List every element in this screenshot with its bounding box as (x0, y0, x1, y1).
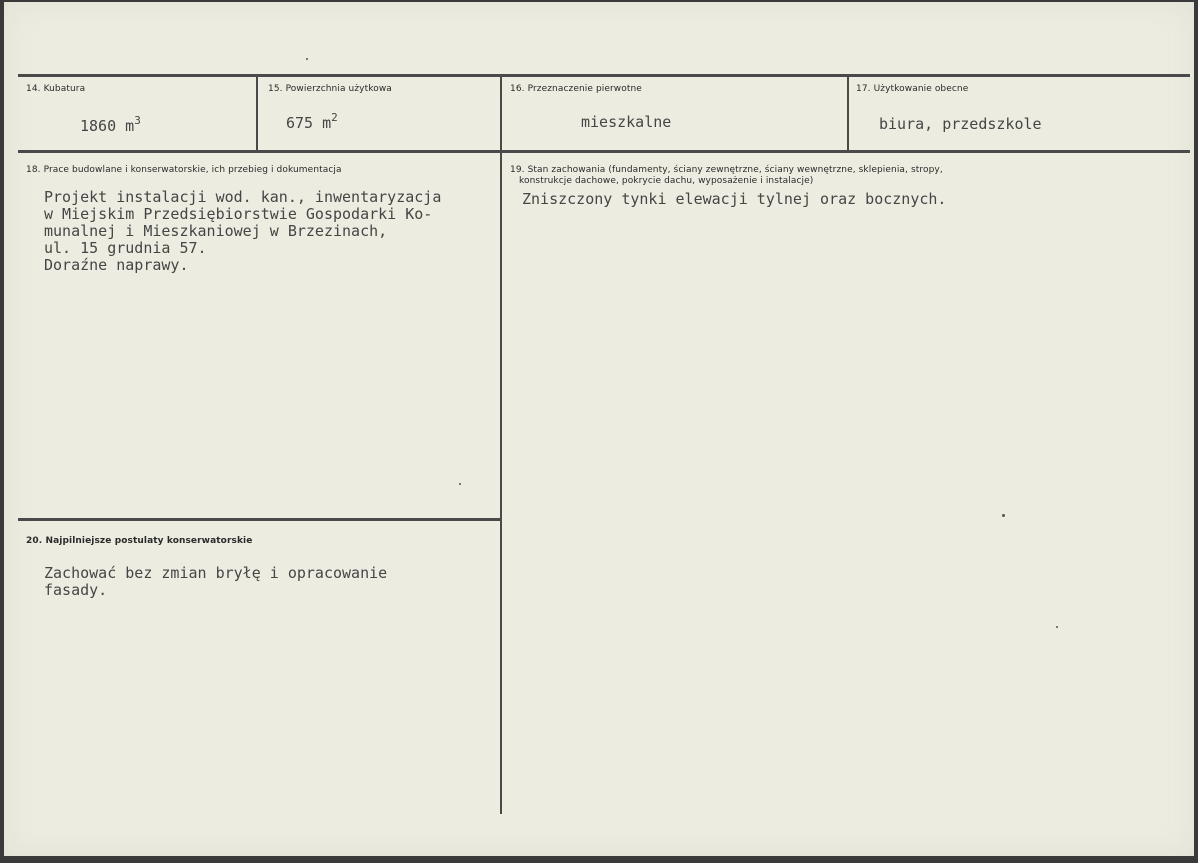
section20-top-rule (18, 518, 500, 521)
prace-line: Doraźne naprawy. (44, 256, 189, 274)
paper-speck (1002, 514, 1005, 517)
przeznaczenie-value: mieszkalne (581, 113, 672, 131)
uzytkowanie-value: biura, przedszkole (879, 115, 1042, 133)
divider-15-16 (500, 76, 502, 152)
divider-16-17 (847, 76, 849, 152)
record-card (4, 2, 1194, 856)
top-rule (18, 74, 1190, 77)
postulaty-line: fasady. (44, 581, 108, 599)
stan-label-line1: 19. Stan zachowania (fundamenty, ściany zewnętrzne, ściany wewnętrzne, sklepienia, stropy, (510, 165, 943, 175)
kubatura-label: 14. Kubatura (26, 84, 86, 94)
prace-label: 18. Prace budowlane i konserwatorskie, ich przebieg i dokumentacja (26, 165, 342, 175)
paper-speck (459, 483, 461, 485)
postulaty-label: 20. Najpilniejsze postulaty konserwatorskie (26, 536, 253, 546)
divider-main (500, 152, 502, 814)
row1-bottom-rule (18, 150, 1190, 153)
powierzchnia-label: 15. Powierzchnia użytkowa (268, 84, 392, 94)
prace-line: ul. 15 grudnia 57. (44, 239, 207, 257)
kubatura-value: 1860 $m^3$ (80, 114, 141, 135)
stan-label-line2: konstrukcje dachowe, pokrycie dachu, wyposażenie i instalacje) (519, 176, 814, 186)
stan-value: Zniszczony tynki elewacji tylnej oraz bocznych. (522, 190, 947, 208)
prace-line: Projekt instalacji wod. kan., inwentaryzacja (44, 188, 442, 206)
paper-speck (306, 58, 308, 60)
prace-line: munalnej i Mieszkaniowej w Brzezinach, (44, 222, 388, 240)
uzytkowanie-label: 17. Użytkowanie obecne (856, 84, 969, 94)
divider-14-15 (256, 76, 258, 152)
prace-line: w Miejskim Przedsiębiorstwie Gospodarki Ko- (44, 205, 433, 223)
przeznaczenie-label: 16. Przeznaczenie pierwotne (510, 84, 642, 94)
paper-speck (1056, 626, 1058, 628)
postulaty-line: Zachować bez zmian bryłę i opracowanie (44, 564, 388, 582)
powierzchnia-value: 675 $m^2$ (286, 111, 338, 132)
